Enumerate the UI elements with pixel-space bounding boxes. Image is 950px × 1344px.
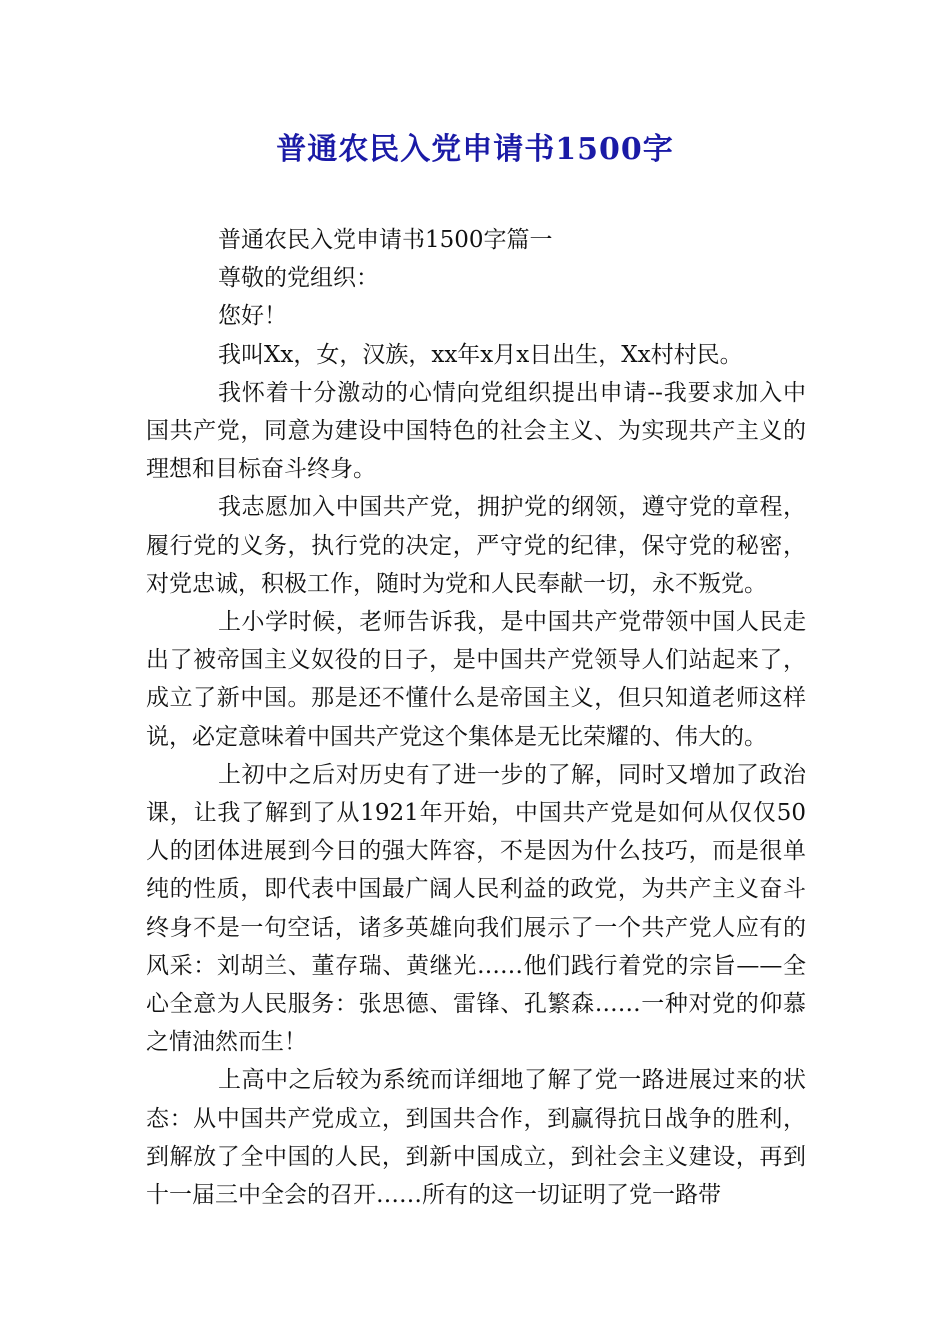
paragraph: 我叫Xx，女，汉族，xx年x月x日出生，Xx村村民。 bbox=[218, 341, 743, 368]
paragraph-salutation: 尊敬的党组织： bbox=[218, 265, 379, 292]
paragraph: 我怀着十分激动的心情向党组织提出申请--我要求加入中国共产党，同意为建设中国特色的社会主义、为实现共产主义的理想和目标奋斗终身。 bbox=[146, 379, 806, 483]
paragraph: 我志愿加入中国共产党，拥护党的纲领，遵守党的章程，履行党的义务，执行党的决定，严守党的纪律，保守党的秘密，对党忠诚，积极工作，随时为党和人民奉献一切，永不叛党。 bbox=[146, 494, 806, 597]
document-title: 普通农民入党申请书1500字 bbox=[276, 132, 674, 167]
paragraph: 上高中之后较为系统而详细地了解了党一路进展过来的状态：从中国共产党成立，到国共合作，到赢得抗日战争的胜利，到解放了全中国的人民，到新中国成立，到社会主义建设，再到十一届三中全会的召开……所有的这一切证明了党一路带 bbox=[146, 1067, 806, 1209]
document-body bbox=[146, 221, 806, 1214]
paragraph-heading: 普通农民入党申请书1500字篇一 bbox=[218, 227, 553, 253]
paragraph: 上初中之后对历史有了进一步的了解，同时又增加了政治课，让我了解到了从1921年开始，中国共产党是如何从仅仅50人的团体进展到今日的强大阵容，不是因为什么技巧，而是很单纯的性质，即代表中国最广阔人民利益的政党，为共产主义奋斗终身不是一句空话，诸多英雄向我们展示了一个共产党人应有的风采：刘胡兰、董存瑞、黄继光……他们践行着党的宗旨——全心全意为人民服务：张思德、雷锋、孔繁森……一种对党的仰慕之情油然而生！ bbox=[146, 761, 806, 1056]
paragraph-greeting: 您好！ bbox=[218, 303, 287, 330]
paragraph: 上小学时候，老师告诉我，是中国共产党带领中国人民走出了被帝国主义奴役的日子，是中国共产党领导人们站起来了，成立了新中国。那是还不懂什么是帝国主义，但只知道老师这样说，必定意味着中国共产党这个集体是无比荣耀的、伟大的。 bbox=[146, 609, 806, 750]
